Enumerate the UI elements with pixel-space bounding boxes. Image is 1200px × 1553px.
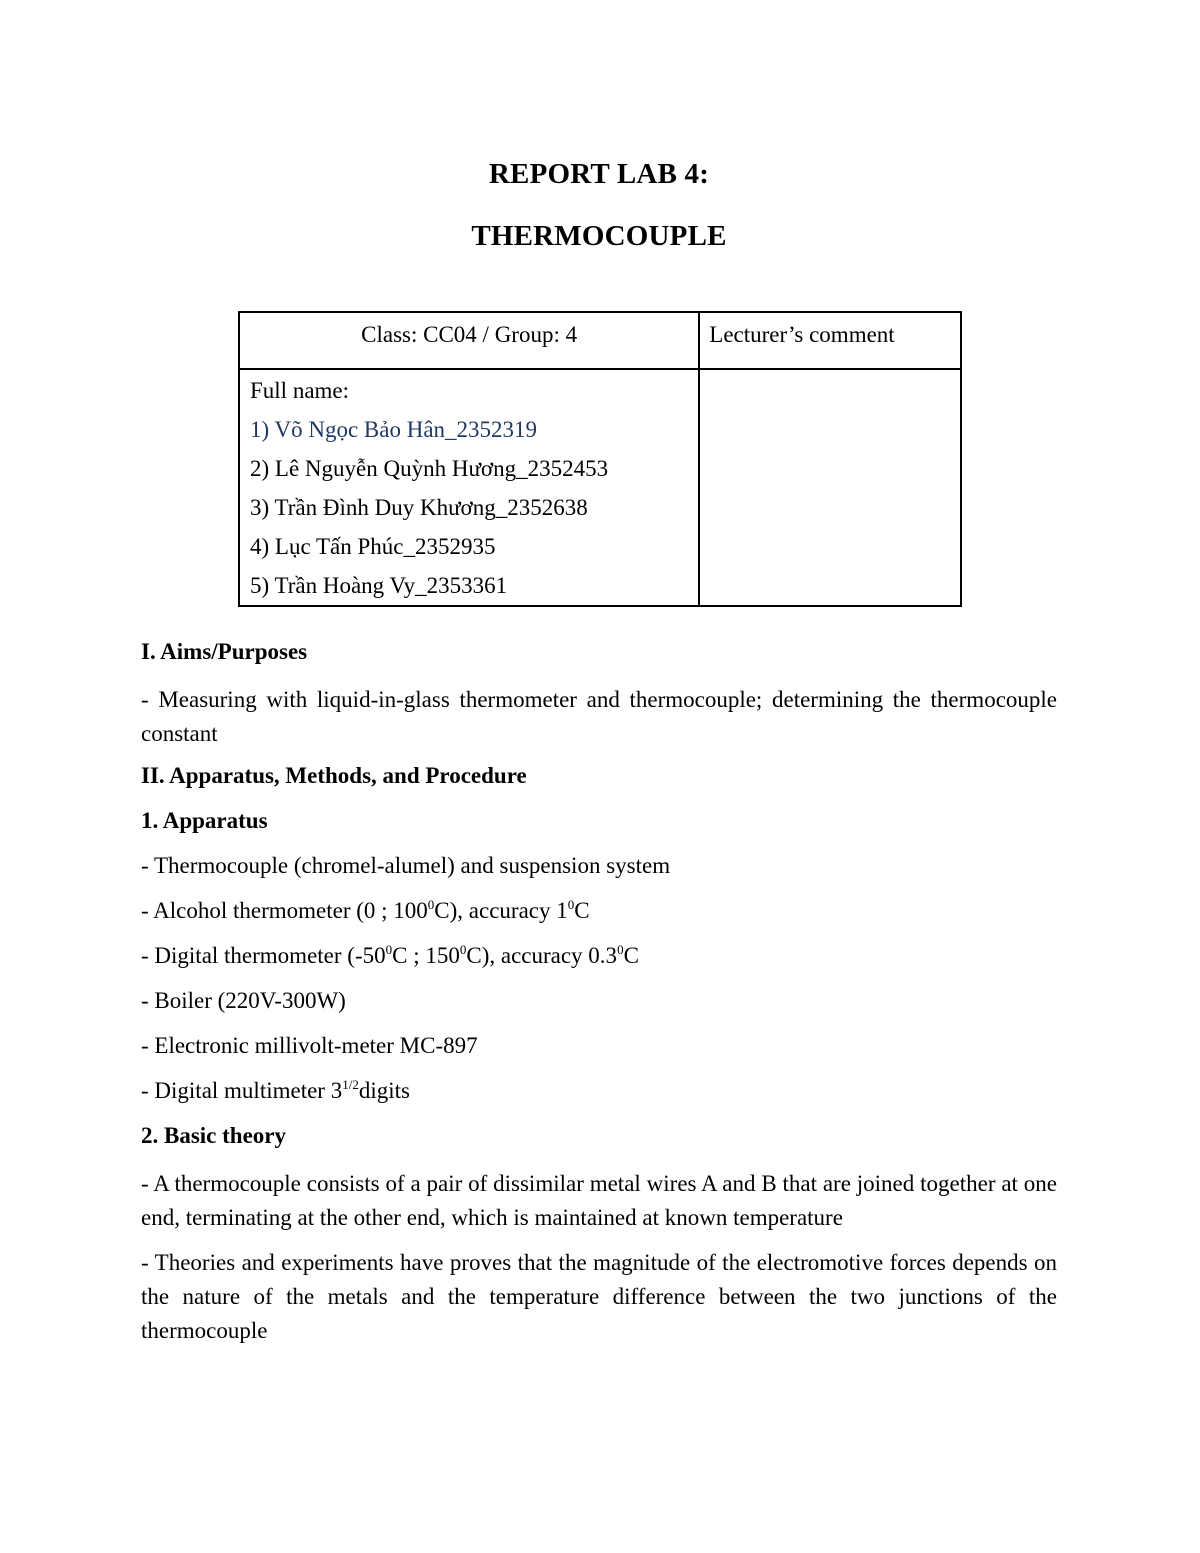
apparatus-item: - Thermocouple (chromel-alumel) and suspension system: [141, 853, 671, 878]
member-name: 4) Lục Tấn Phúc_2352935: [250, 534, 496, 559]
apparatus-item: - Digital thermometer ($-50^0C$ ; $150^0C$), accuracy $0.3^0C$: [141, 942, 639, 968]
theory-paragraph: - A thermocouple consists of a pair of dissimilar metal wires A and B that are joined together at one end, terminating at the other end, which is maintained at known temperature: [141, 1171, 1057, 1230]
member-name: 5) Trần Hoàng Vy_2353361: [250, 573, 508, 598]
apparatus-item: - Alcohol thermometer (0 ; $100^0C$), accuracy $1^0C$: [141, 897, 590, 923]
member-name: 2) Lê Nguyễn Quỳnh Hương_2352453: [250, 456, 609, 481]
member-names-cell: [239, 369, 699, 606]
group-info-table: [238, 311, 962, 607]
lecturer-comment-cell: [699, 369, 961, 606]
class-group-cell: Class: CC04 / Group: 4: [239, 312, 699, 369]
apparatus-item: - Boiler (220V-300W): [141, 988, 346, 1013]
subsection-heading-apparatus: 1. Apparatus: [141, 808, 268, 833]
full-name-label: Full name:: [250, 378, 350, 403]
document-page: [141, 150, 1057, 1343]
member-name: 3) Trần Đình Duy Khương_2352638: [250, 495, 588, 520]
member-name: 1) Võ Ngọc Bảo Hân_2352319: [250, 417, 538, 442]
lecturer-comment-header: Lecturer’s comment: [699, 312, 961, 369]
subsection-heading-basic-theory: 2. Basic theory: [141, 1123, 287, 1148]
aims-text: - Measuring with liquid-in-glass thermometer and thermocouple; determining the thermocouple constant: [141, 687, 1057, 746]
section-heading-aims: I. Aims/Purposes: [141, 639, 308, 664]
apparatus-item: - Digital multimeter $3^{1/2}digits$: [141, 1077, 410, 1103]
theory-paragraph: - Theories and experiments have proves that the magnitude of the electromotive forces depends on the nature of the metals and the temperature difference between the two junctions of the thermocouple: [141, 1250, 1057, 1343]
apparatus-item: - Electronic millivolt-meter MC-897: [141, 1033, 478, 1058]
section-heading-apparatus-methods: II. Apparatus, Methods, and Procedure: [141, 763, 527, 788]
report-subtitle: THERMOCOUPLE: [471, 220, 727, 252]
report-title: REPORT LAB 4:: [488, 158, 710, 190]
report-body: [141, 638, 1057, 1359]
